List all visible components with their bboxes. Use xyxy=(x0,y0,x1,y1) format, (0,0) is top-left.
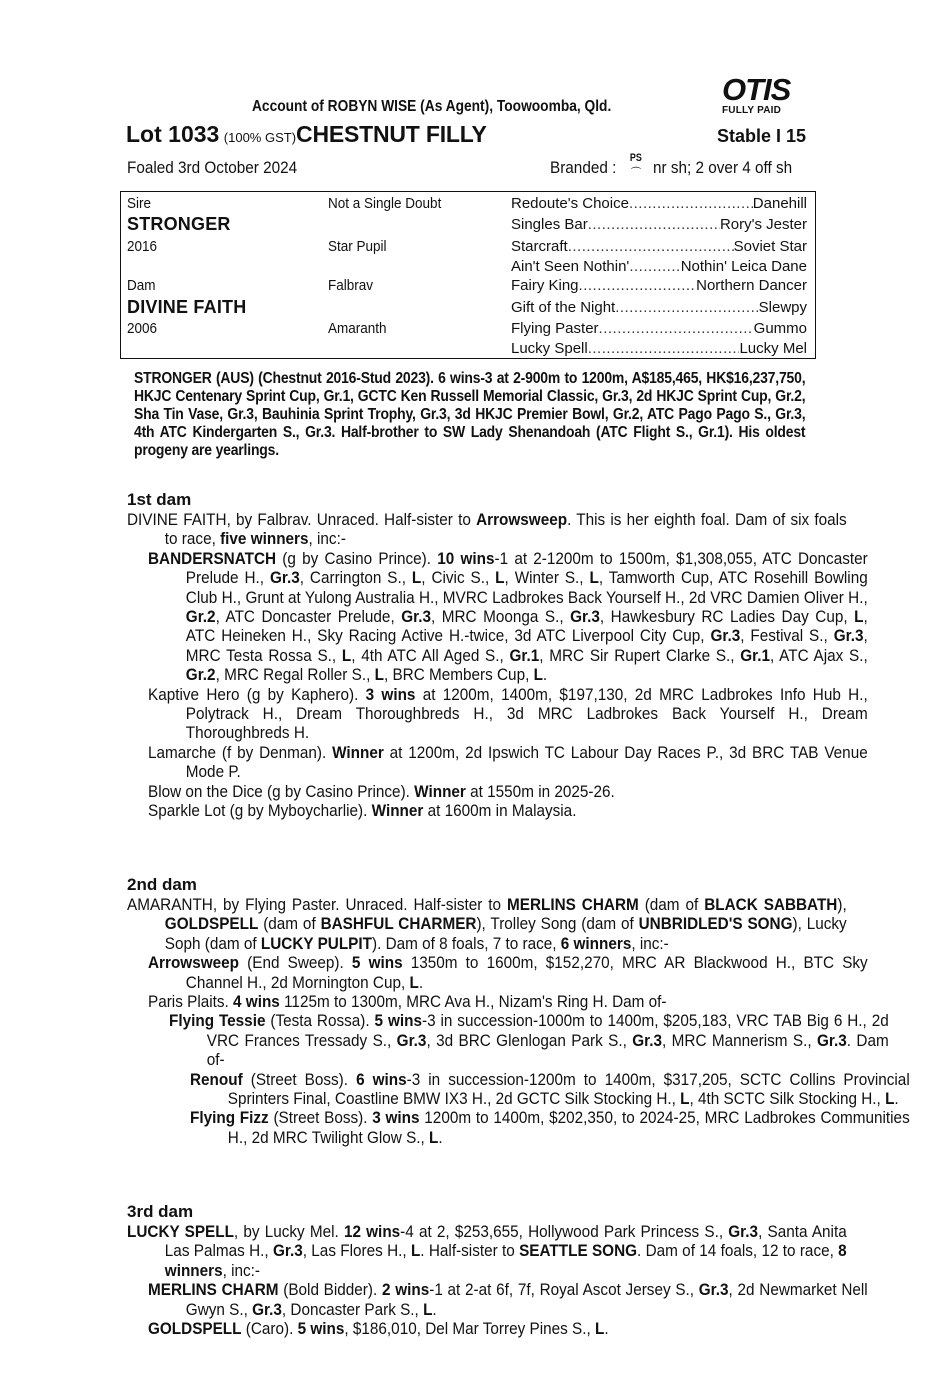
stable-location: Stable I 15 xyxy=(716,126,806,146)
grandparent-row: Gift of the Night ..... Slewpy xyxy=(511,299,807,316)
second-dam-section xyxy=(127,875,910,1147)
brand-mark-icon: PS ⌒ xyxy=(629,152,642,181)
third-dam-section xyxy=(127,1202,868,1339)
sire-label: Sire xyxy=(127,195,152,212)
otis-logo xyxy=(718,74,806,120)
section-heading: 1st dam xyxy=(127,490,192,509)
sire-dam: Star Pupil xyxy=(328,238,387,255)
sire-year: 2016 xyxy=(127,238,158,255)
dam-dam: Amaranth xyxy=(328,320,387,337)
gst-note: (100% GST) xyxy=(223,130,297,145)
foaled-date: Foaled 3rd October 2024 xyxy=(127,158,298,177)
section-heading: 3rd dam xyxy=(127,1202,194,1221)
section-heading: 2nd dam xyxy=(127,875,197,894)
progeny-entry: Blow on the Dice (g by Casino Prince). Winner at 1550m in 2025-26. xyxy=(148,781,615,801)
vendor-account: Account of ROBYN WISE (As Agent), Toowoomba, Qld. xyxy=(252,98,612,115)
lot-title xyxy=(126,121,487,148)
progeny-entry: GOLDSPELL (Caro). 5 wins, $186,010, Del Mar Torrey Pines S., L. xyxy=(148,1319,609,1339)
progeny-entry: Flying Tessie (Testa Rossa). 5 wins-3 in succession-1000m to 1400m, $205,183, VRC TAB Big 6 H., 2d VRC Frances Tressady S., Gr.3, 3d BRC Glenlogan Park S., Gr.3, MRC Mannerism S., Gr.3. Dam of- xyxy=(169,1011,889,1070)
progeny-entry: Kaptive Hero (g by Kaphero). 3 wins at 1200m, 1400m, $197,130, 2d MRC Ladbrokes Info Hub H., Polytrack H., Dream Thoroughbreds H., 3d MRC Ladbrokes Back Yourself H., Dream Thoroughbreds H. xyxy=(148,684,868,743)
dam-sire: Falbrav xyxy=(328,277,374,294)
grandparent-row: Redoute's Choice ..... Danehill xyxy=(511,195,807,212)
progeny-entry: Sparkle Lot (g by Myboycharlie). Winner at 1600m in Malaysia. xyxy=(148,801,577,821)
progeny-entry: BANDERSNATCH (g by Casino Prince). 10 wins-1 at 2-1200m to 1500m, $1,308,055, ATC Doncaster Prelude H., Gr.3, Carrington S., L, Civic S., L, Winter S., L, Tamworth Cup, ATC Rosehill Bowling Club H., Grunt at Yulong Australia H., MVRC Ladbrokes Back Yourself H., 2d VRC Damien Oliver H., Gr.2, ATC Doncaster Prelude, Gr.3, MRC Moonga S., Gr.3, Hawkesbury RC Ladies Day Cup, L, ATC Heineken H., Sky Racing Active H.-twice, 3d ATC Liverpool City Cup, Gr.3, Festival S., Gr.3, MRC Testa Rossa S., L, 4th ATC All Aged S., Gr.1, MRC Sir Rupert Clarke S., Gr.1, ATC Ajax S., Gr.2, MRC Regal Roller S., L, BRC Members Cup, L. xyxy=(148,548,868,685)
sire-sire: Not a Single Doubt xyxy=(328,195,442,212)
progeny-entry: Renouf (Street Boss). 6 wins-3 in succession-1200m to 1400m, $317,205, SCTC Collins Provincial Sprinters Final, Coastline BMW IX3 H., 2d GCTC Silk Stocking H., L, 4th SCTC Silk Stocking H., L. xyxy=(190,1069,910,1109)
grandparent-row: Flying Paster ..... Gummo xyxy=(511,320,807,337)
progeny-entry: Paris Plaits. 4 wins 1125m to 1300m, MRC Ava H., Nizam's Ring H. Dam of- xyxy=(148,992,667,1012)
grandparent-row: Fairy King ..... Northern Dancer xyxy=(511,277,807,294)
dam-year: 2006 xyxy=(127,320,158,337)
grandparent-row: Starcraft ..... Soviet Star xyxy=(511,238,807,255)
brand-info: Branded : PS ⌒ nr sh; 2 over 4 off sh xyxy=(550,152,793,181)
grandparent-row: Ain't Seen Nothin' ..... Nothin' Leica Dane xyxy=(511,258,807,275)
dam-name: DIVINE FAITH xyxy=(127,297,247,317)
sire-name: STRONGER xyxy=(127,214,231,234)
progeny-entry: Arrowsweep (End Sweep). 5 wins 1350m to 1600m, $152,270, MRC AR Blackwood H., BTC Sky Channel H., 2d Mornington Cup, L. xyxy=(148,953,868,992)
progeny-entry: Lamarche (f by Denman). Winner at 1200m, 2d Ipswich TC Labour Day Races P., 3d BRC TAB Venue Mode P. xyxy=(148,742,868,782)
dam-intro: DIVINE FAITH, by Falbrav. Unraced. Half-sister to Arrowsweep. This is her eighth foal. Dam of six foals to race, five winners, inc:- xyxy=(127,510,847,549)
progeny-entry: MERLINS CHARM (Bold Bidder). 2 wins-1 at 2-at 6f, 7f, Royal Ascot Jersey S., Gr.3, 2d Newmarket Nell Gwyn S., Gr.3, Doncaster Park S., L. xyxy=(148,1280,868,1319)
dam-label: Dam xyxy=(127,277,156,294)
dam-intro: AMARANTH, by Flying Paster. Unraced. Half-sister to MERLINS CHARM (dam of BLACK SABBATH), GOLDSPELL (dam of BASHFUL CHARMER), Trolley Song (dam of UNBRIDLED'S SONG), Lucky Soph (dam of LUCKY PULPIT). Dam of 8 foals, 7 to race, 6 winners, inc:- xyxy=(127,895,847,953)
lot-number: Lot 1033 xyxy=(126,121,220,147)
grandparent-row: Lucky Spell ..... Lucky Mel xyxy=(511,340,807,357)
sire-summary: STRONGER (AUS) (Chestnut 2016-Stud 2023). 6 wins-3 at 2-900m to 1200m, A$185,465, HK$16,237,750, HKJC Centenary Sprint Cup, Gr.1, GCTC Ken Russell Memorial Classic, Gr.3, 2d HKJC Sprint Cup, Gr.2, Sha Tin Vase, Gr.3, Bauhinia Sprint Trophy, Gr.3, 3d HKJC Premier Bowl, Gr.2, ATC Pago Pago S., Gr.3, 4th ATC Kindergarten S., Gr.3. Half-brother to SW Lady Shenandoah (ATC Flight S., Gr.1). His oldest progeny are yearlings. xyxy=(134,370,806,459)
pedigree-table xyxy=(120,191,816,359)
otis-logo-icon: OTIS xyxy=(722,72,791,107)
fully-paid-label: FULLY PAID xyxy=(722,105,782,116)
progeny-entry: Flying Fizz (Street Boss). 3 wins 1200m to 1400m, $202,350, to 2024-25, MRC Ladbrokes Communities H., 2d MRC Twilight Glow S., L. xyxy=(190,1108,910,1147)
lot-description: CHESTNUT FILLY xyxy=(296,121,487,147)
first-dam-section xyxy=(127,490,868,821)
grandparent-row: Singles Bar ..... Rory's Jester xyxy=(511,216,807,233)
dam-intro: LUCKY SPELL, by Lucky Mel. 12 wins-4 at 2, $253,655, Hollywood Park Princess S., Gr.3, Santa Anita Las Palmas H., Gr.3, Las Flores H., L. Half-sister to SEATTLE SONG. Dam of 14 foals, 12 to race, 8 winners, inc:- xyxy=(127,1222,847,1280)
